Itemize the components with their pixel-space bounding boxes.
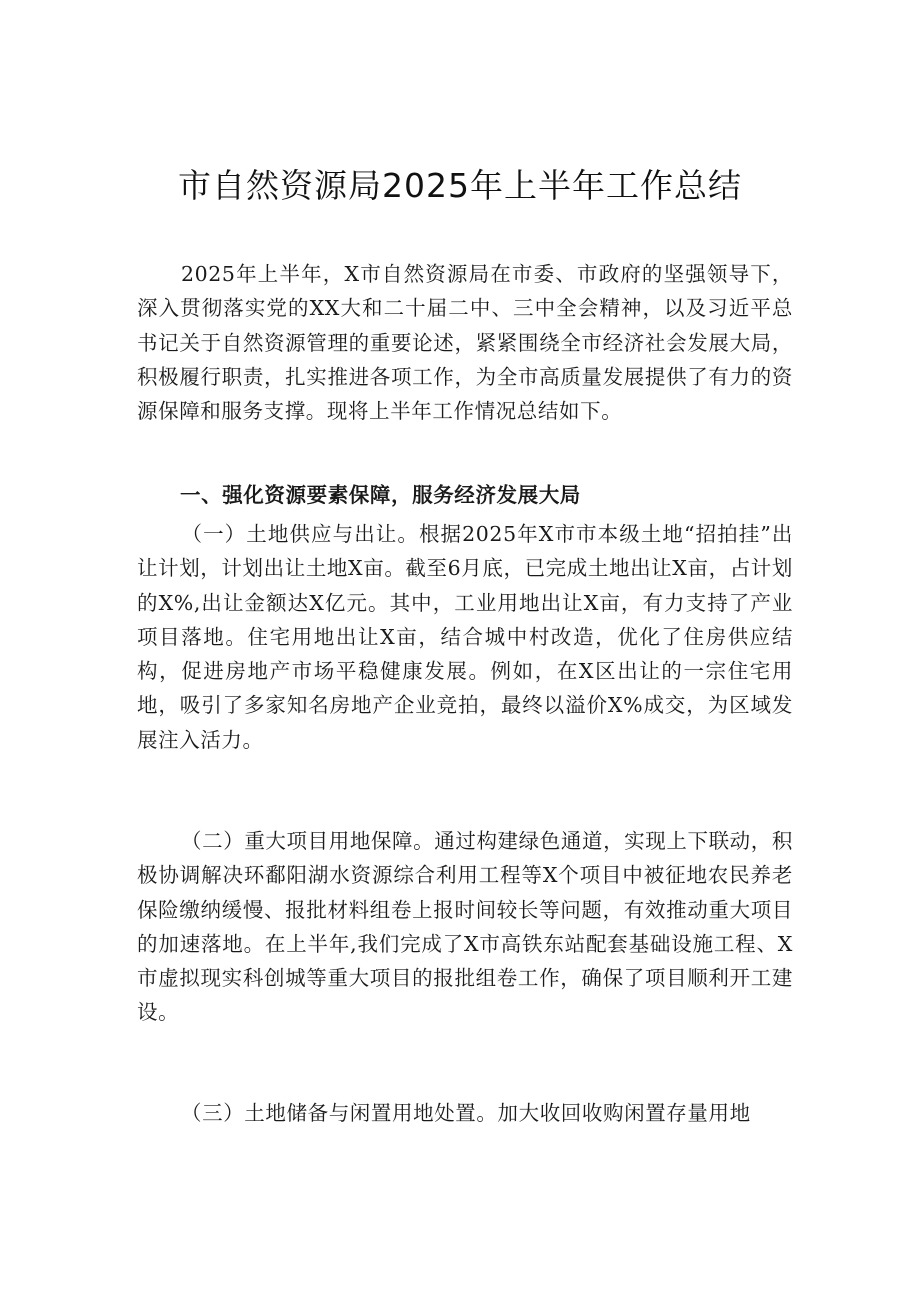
paragraph-major-projects xyxy=(137,824,793,1030)
document-title: 市自然资源局2025年上半年工作总结 xyxy=(178,166,742,205)
section-heading-1: 一、强化资源要素保障，服务经济发展大局 xyxy=(180,483,581,507)
paragraph-land-supply-text: （一）土地供应与出让。根据2025年X市市本级土地“招拍挂”出让计划，计划出让土地X亩。截至6月底，已完成土地出让X亩，占计划的X%,出让金额达X亿元。其中，工业用地出让X亩，有力支持了产业项目落地。住宅用地出让X亩，结合城中村改造，优化了住房供应结构，促进房地产市场平稳健康发展。例如，在X区出让的一宗住宅用地，吸引了多家知名房地产企业竞拍，最终以溢价X%成交，为区域发展注入活力。 xyxy=(137,522,793,752)
paragraph-land-reserve-text: （三）土地储备与闲置用地处置。加大收回收购闲置存量用地 xyxy=(181,1101,751,1125)
intro-paragraph xyxy=(137,257,793,428)
paragraph-major-projects-text: （二）重大项目用地保障。通过构建绿色通道，实现上下联动，积极协调解决环鄱阳湖水资源综合利用工程等X个项目中被征地农民养老保险缴纳缓慢、报批材料组卷上报时间较长等问题，有效推动重大项目的加速落地。在上半年,我们完成了X市高铁东站配套基础设施工程、X市虚拟现实科创城等重大项目的报批组卷工作，确保了项目顺利开工建设。 xyxy=(137,829,793,1025)
intro-text: 2025年上半年，X市自然资源局在市委、市政府的坚强领导下，深入贯彻落实党的XX大和二十届二中、三中全会精神，以及习近平总书记关于自然资源管理的重要论述，紧紧围绕全市经济社会发展大局，积极履行职责，扎实推进各项工作，为全市高质量发展提供了有力的资源保障和服务支撑。现将上半年工作情况总结如下。 xyxy=(137,262,793,424)
paragraph-land-supply xyxy=(137,517,793,757)
paragraph-land-reserve xyxy=(137,1096,793,1130)
